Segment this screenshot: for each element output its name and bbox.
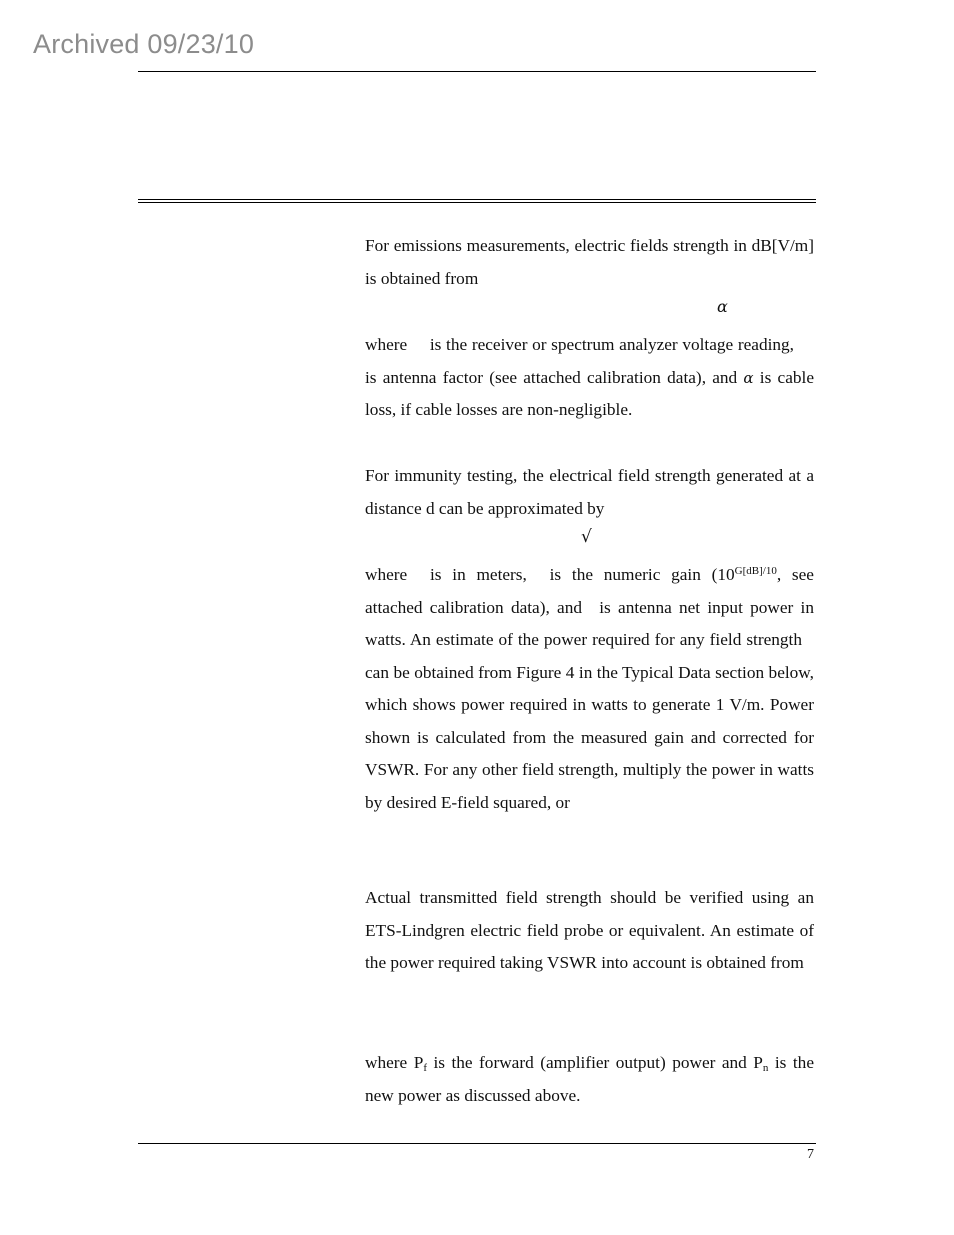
paragraph-immunity-where — [365, 559, 814, 819]
page-number: 7 — [807, 1147, 814, 1162]
paragraph-immunity — [365, 460, 814, 525]
where-text-2: where — [365, 565, 408, 584]
new-power-text: is the new power as discussed above. — [365, 1053, 814, 1105]
forward-power-text: is the forward (amplifier output) power and P — [426, 1053, 763, 1072]
gain-superscript: G[dB]/10 — [734, 565, 777, 577]
subscript-n: n — [762, 1062, 769, 1074]
antenna-factor-text: is antenna factor (see attached calibration data), and — [365, 367, 738, 387]
net-input-power-text: is antenna net input power in watts. An estimate of the power required for any field strength — [365, 597, 814, 649]
paragraph-emissions-where — [365, 329, 814, 427]
header-rule — [138, 71, 816, 72]
paragraph-emissions-text: For emissions measurements, electric fields strength in dB[V/m] is obtained from — [365, 236, 814, 288]
paragraph-immunity-text: For immunity testing, the electrical field strength generated at a distance d can be approximated by — [365, 466, 814, 518]
alpha-inline-symbol: α — [743, 368, 754, 387]
calibration-text: , see attached calibration data), and — [365, 565, 814, 617]
where-text: where — [365, 335, 408, 354]
paragraph-forward-power — [365, 1047, 814, 1112]
paragraph-probe-text: Actual transmitted field strength should be verified using an ETS-Lindgren electric field probe or equivalent. An estimate of the power required taking VSWR into account is obtained from — [365, 888, 814, 972]
alpha-equation-symbol: α — [717, 297, 728, 316]
paragraph-emissions — [365, 230, 814, 295]
meters-text: is in meters, — [429, 565, 527, 584]
figure-4-text: can be obtained from Figure 4 in the Typical Data section below, which shows power required in watts to generate 1 V/m. Power shown is calculated from the measured gain and corrected for VSWR. For any other field strength, multiply the power in watts by desired E-field squared, or — [365, 662, 814, 812]
section-rule-upper — [138, 199, 816, 200]
section-rule-lower — [138, 202, 816, 203]
paragraph-probe — [365, 882, 814, 980]
gain-text: is the numeric gain (10 — [549, 565, 735, 584]
where-p-text: where P — [365, 1053, 424, 1072]
sqrt-equation-symbol: √ — [581, 527, 592, 547]
subscript-f: f — [423, 1062, 427, 1074]
receiver-text: is the receiver or spectrum analyzer voltage reading, — [429, 335, 794, 354]
archived-stamp: Archived 09/23/10 — [33, 29, 255, 59]
footer-rule — [138, 1143, 816, 1144]
cable-loss-text: is cable loss, if cable losses are non-negligible. — [365, 367, 814, 419]
